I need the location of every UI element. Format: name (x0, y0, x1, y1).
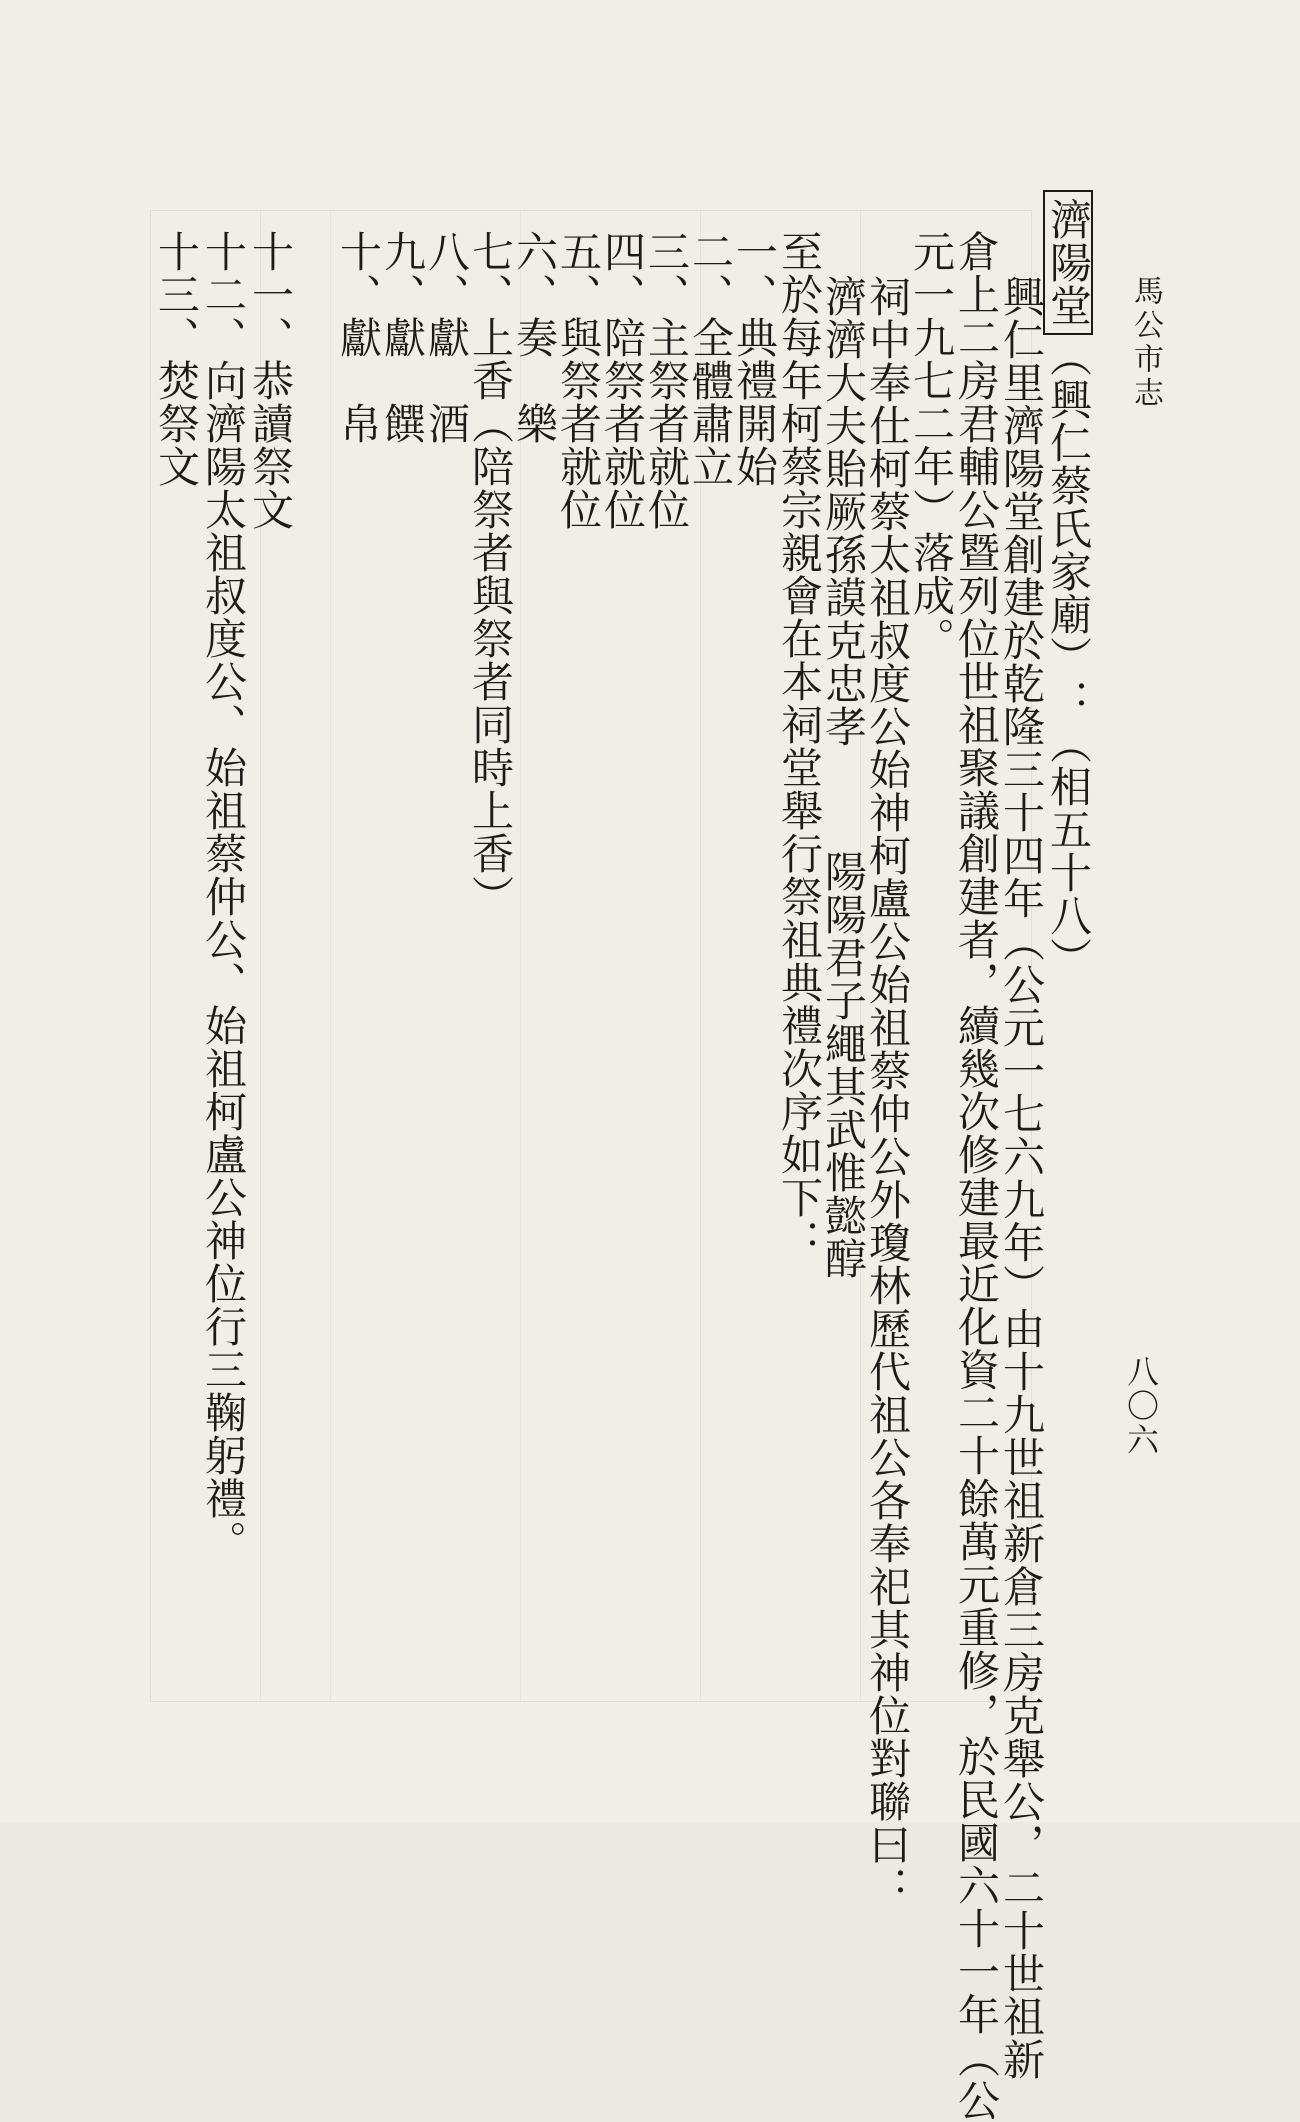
paragraph-line: 倉上二房君輔公暨列位世祖聚議創建者，續幾次修建最近化資二十餘萬元重修，於民國六十一年（公 (952, 230, 1001, 2122)
section-heading (1043, 190, 1093, 980)
ceremony-step: 五、與祭者就位 (554, 230, 603, 531)
running-header-book-title: 馬公市志 (1128, 275, 1163, 411)
paragraph-line: 祠中奉仕柯蔡太祖叔度公始神柯盧公始祖蔡仲公外瓊林歷代祖公各奉祀其神位對聯曰： (863, 275, 912, 1909)
heading-boxed-title: 濟陽堂 (1043, 190, 1093, 335)
ceremony-step: 二、全體肅立 (686, 230, 735, 488)
ceremony-step: 七、上香（陪祭者與祭者同時上香） (466, 230, 515, 918)
ceremony-step: 九、獻 饌 (378, 230, 427, 445)
ceremony-step: 十一、恭讀祭文 (246, 230, 295, 531)
ceremony-step: 十三、焚祭文 (152, 230, 201, 488)
ceremony-step: 四、陪祭者就位 (598, 230, 647, 531)
bleed-through-line (330, 210, 331, 1700)
ceremony-step: 三、主祭者就位 (642, 230, 691, 531)
ceremony-step: 八、獻 酒 (422, 230, 471, 445)
paragraph-line: 元一九七二年）落成。 (907, 230, 956, 660)
ceremony-step: 十、獻 帛 (334, 230, 383, 445)
ceremony-intro: 至於每年柯蔡宗親會在本祠堂舉行祭祖典禮次序如下： (775, 230, 824, 1262)
couplet-first-line: 濟濟大夫貽厥孫謨克忠孝 (819, 275, 868, 748)
page-number: 八〇六 (1122, 1355, 1160, 1457)
ceremony-step: 一、典禮開始 (730, 230, 779, 488)
couplet-second-line: 陽陽君子繩其武惟懿醇 (819, 850, 868, 1280)
paragraph-line: 興仁里濟陽堂創建於乾隆三十四年（公元一七六九年）由十九世祖新倉三房克舉公，二十世祖新 (997, 275, 1046, 2081)
ceremony-step: 六、奏 樂 (510, 230, 559, 445)
heading-subtitle: （興仁蔡氏家廟）：（相五十八） (1044, 335, 1093, 980)
ceremony-step: 十二、向濟陽太祖叔度公、始祖蔡仲公、始祖柯盧公神位行三鞠躬禮。 (199, 230, 248, 1563)
